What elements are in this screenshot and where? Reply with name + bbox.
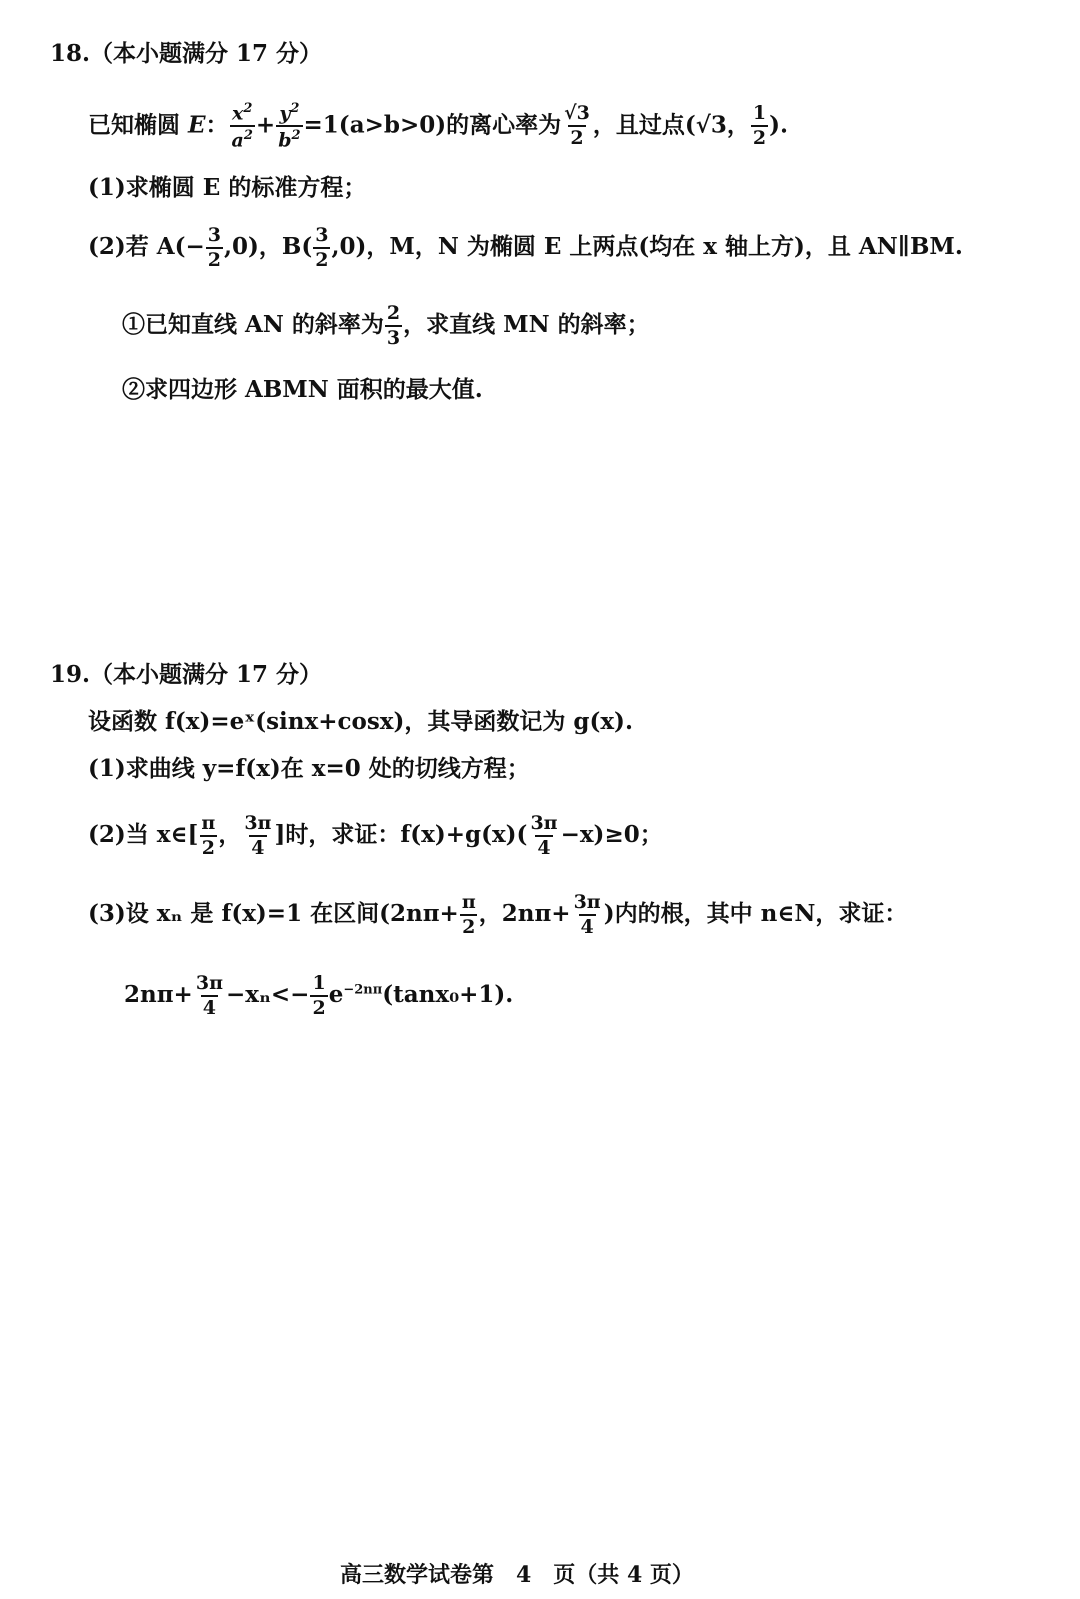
part3-prefix: (3)设 xₙ 是 f(x)=1 在区间(2nπ+ <box>88 900 459 927</box>
ineq-suffix: (tanx₀+1). <box>382 981 514 1008</box>
fraction-3pi-4-a: $\frac{3\pi}{4}$ <box>244 812 272 859</box>
part2-mid1: ,0)，B( <box>224 233 313 260</box>
part2-prefix: (2)若 A(− <box>88 233 205 260</box>
question-18-sub2: ②求四边形 ABMN 面积的最大值. <box>122 376 483 403</box>
part3-suffix: )内的根，其中 n∈N，求证： <box>603 900 908 927</box>
question-18-sub1 <box>122 304 650 348</box>
sub1-prefix: ①已知直线 AN 的斜率为 <box>122 311 384 338</box>
question-19-header: 19.（本小题满分 17 分） <box>50 661 323 688</box>
stem-text: 已知椭圆 <box>88 111 189 139</box>
question-18-stem: 已知椭圆 E： $\frac{x^2}{a^2}$ + $\frac{y^2}{b^2}$ =1(a>b>0)的离心率为 $\frac{√3}{2}$ ，且过点(√3， $\frac{1}{2}$ ). <box>88 101 788 152</box>
fraction-pi-2-a: $\frac{\pi}{2}$ <box>201 812 216 859</box>
part2-mid: ]时，求证：f(x)+g(x)( <box>274 821 528 848</box>
part3-mid: ，2nπ+ <box>478 900 571 927</box>
question-18-part1: (1)求椭圆 E 的标准方程； <box>88 174 367 201</box>
fraction-pi-2-b: $\frac{\pi}{2}$ <box>461 891 476 938</box>
point-end: ). <box>769 111 788 139</box>
ineq-prefix: 2nπ+ <box>124 981 193 1008</box>
fraction-3pi-4-c: $\frac{3\pi}{4}$ <box>573 891 601 938</box>
question-18-header: 18.（本小题满分 17 分） <box>50 40 323 67</box>
question-19-inequality <box>124 974 513 1018</box>
ineq-mid: −xₙ<− <box>225 981 310 1008</box>
exp-base: e <box>328 981 344 1008</box>
fraction-1-2-b: $\frac{1}{2}$ <box>312 972 326 1019</box>
stem-equation: =1(a>b>0)的离心率为 <box>303 111 562 139</box>
question-19-part2: (2)当 x∈[ $\frac{\pi}{2}$ ， $\frac{3\pi}{4}$ ]时，求证：f(x)+g(x)( $\frac{3\pi}{4}$ −x)≥0； <box>88 812 663 859</box>
question-19-stem: 设函数 f(x)=eˣ(sinx+cosx)，其导函数记为 g(x). <box>88 708 633 735</box>
point-x: √3 <box>695 111 727 139</box>
sub1-suffix: ，求直线 MN 的斜率； <box>403 311 650 338</box>
question-19-part3 <box>88 893 907 937</box>
fraction-y2-b2: $\frac{y^2}{b^2}$ <box>278 101 301 152</box>
fraction-x2-a2: $\frac{x^2}{a^2}$ <box>231 101 253 152</box>
part2-mid2: ,0)，M，N 为椭圆 E 上两点(均在 x 轴上方)，且 AN∥BM. <box>331 233 963 260</box>
part2-suffix: −x)≥0； <box>560 821 663 848</box>
fraction-2-3: $\frac{2}{3}$ <box>386 302 401 349</box>
part2-prefix: (2)当 x∈[ <box>88 821 199 848</box>
exp-power: −2nπ <box>343 982 383 998</box>
fraction-3pi-4-d: $\frac{3\pi}{4}$ <box>195 972 223 1019</box>
ellipse-name: E <box>188 111 206 139</box>
question-18-part2 <box>88 226 963 270</box>
fraction-sqrt3-2: $\frac{√3}{2}$ <box>564 102 590 150</box>
question-19-part1: (1)求曲线 y=f(x)在 x=0 处的切线方程； <box>88 755 530 782</box>
stem-suffix: ，且过点( <box>592 111 696 139</box>
page-footer: 高三数学试卷第 4 页（共 4 页） <box>340 1562 694 1588</box>
fraction-1-2: $\frac{1}{2}$ <box>752 102 767 150</box>
fraction-3-2-b: $\frac{3}{2}$ <box>315 224 329 271</box>
fraction-3-2-a: $\frac{3}{2}$ <box>207 224 222 271</box>
fraction-3pi-4-b: $\frac{3\pi}{4}$ <box>530 812 558 859</box>
